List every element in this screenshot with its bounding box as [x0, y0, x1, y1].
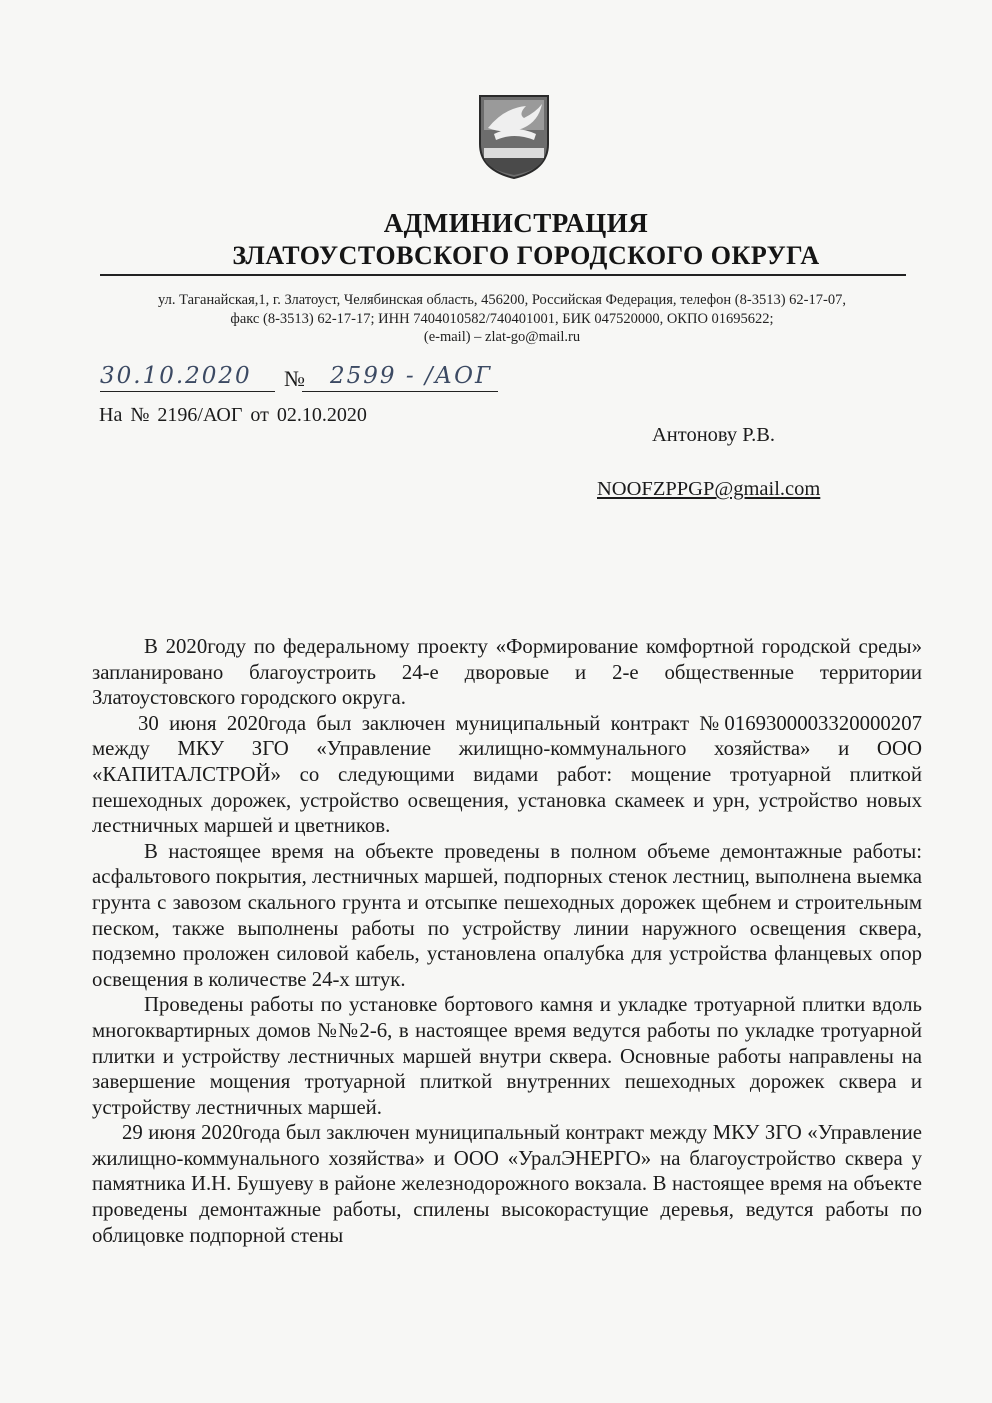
paragraph-1: В 2020году по федеральному проекту «Формирование комфортной городской среды» запланировано благоустроить 24-е дворовые и 2-е общественные территории Златоустовского городского округа.: [92, 635, 922, 710]
city-coat-of-arms-icon: [474, 90, 554, 182]
recipient-name: Антонову Р.В.: [652, 424, 776, 446]
number-underline: [302, 391, 498, 392]
date-underline: [100, 391, 275, 392]
number-sign: №: [284, 366, 305, 391]
org-address-line1: ул. Таганайская,1, г. Златоуст, Челябинская область, 456200, Российская Федерация, телефон (8-3513) 62-17-07,: [158, 292, 846, 308]
org-title-line2: ЗЛАТОУСТОВСКОГО ГОРОДСКОГО ОКРУГА: [232, 241, 820, 270]
org-address-line3: (e-mail) – zlat-go@mail.ru: [423, 329, 581, 345]
paragraph-2: 30 июня 2020года был заключен муниципальный контракт №0169300003320000207 между МКУ ЗГО «Управление жилищно-коммунального хозяйства» и ООО «КАПИТАЛСТРОЙ» со следующими видами работ: мощение тротуарной плиткой пешеходных дорожек, устройство освещения, установка скамеек и урн, устройство новых лестничных маршей и цветников.: [92, 711, 922, 838]
header-divider: [100, 274, 906, 276]
paragraph-4: Проведены работы по установке бортового камня и укладке тротуарной плитки вдоль многоквартирных домов №№2-6, в настоящее время ведутся работы по укладке тротуарной плитки и устройству лестничных маршей внутри сквера. Основные работы направлены на завершение мощения тротуарной плиткой внутренних пешеходных дорожек сквера и устройству лестничных маршей.: [92, 993, 922, 1119]
paragraph-3: В настоящее время на объекте проведены в полном объеме демонтажные работы: асфальтового покрытия, лестничных маршей, подпорных стенок лестниц, выполнена выемка грунта с завозом скального грунта и отсыпке пешеходных дорожек щебнем и строительным песком, также выполнены работы по устройству линии наружного освещения сквера, подземно проложен силовой кабель, установлена опалубка для устройства фланцевых опор освещения в количестве 24-х штук.: [92, 839, 922, 991]
outgoing-date: 30.10.2020: [100, 363, 252, 389]
outgoing-number: 2599 - /АОГ: [330, 363, 493, 389]
reference-line: На № 2196/АОГ от 02.10.2020: [99, 404, 367, 426]
org-title-line1: АДМИНИСТРАЦИЯ: [383, 208, 649, 238]
paragraph-5: 29 июня 2020года был заключен муниципальный контракт между МКУ ЗГО «Управление жилищно-коммунального хозяйства» и ООО «УралЭНЕРГО» на благоустройство сквера у памятника И.Н. Бушуеву в районе железнодорожного вокзала. В настоящее время на объекте проведены демонтажные работы, спилены высокорастущие деревья, ведутся работы по облицовке подпорной стены: [92, 1121, 922, 1247]
org-address-line2: факс (8-3513) 62-17-17; ИНН 7404010582/740401001, БИК 047520000, ОКПО 01695622;: [230, 311, 774, 327]
recipient-email[interactable]: NOOFZPPGP@gmail.com: [597, 478, 821, 500]
letter-body: [92, 634, 922, 1248]
